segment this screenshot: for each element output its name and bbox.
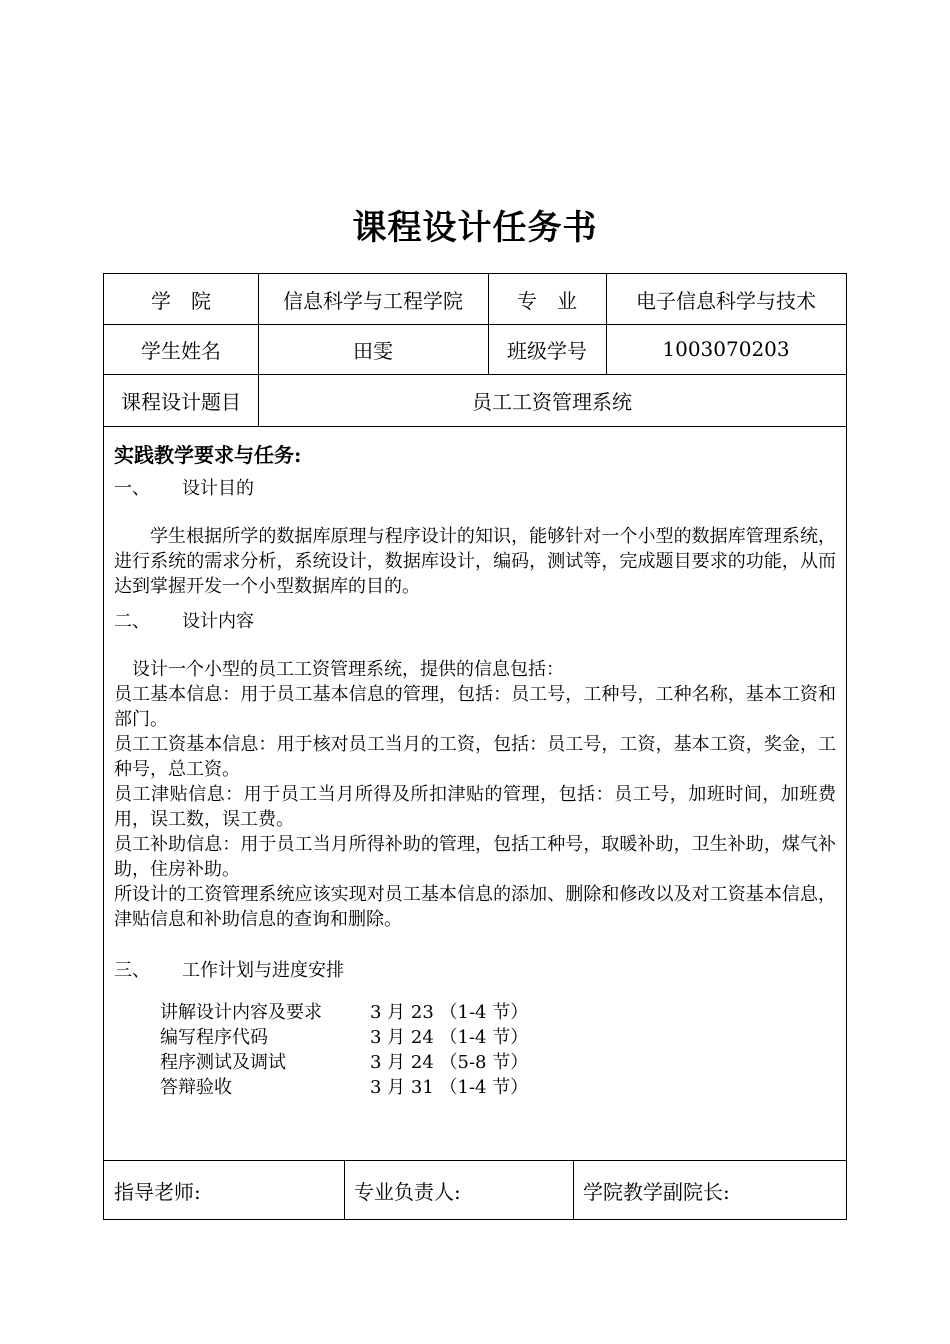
section-heading	[114, 607, 836, 637]
major-head-signature: 专业负责人:	[354, 1179, 461, 1204]
schedule-row	[160, 1025, 836, 1050]
section-title: 工作计划与进度安排	[182, 960, 344, 981]
advisor-signature: 指导老师:	[114, 1179, 201, 1204]
task-table	[103, 273, 847, 1220]
schedule-time: 3 月 23 （1-4 节）	[370, 1002, 529, 1023]
schedule-list	[160, 1000, 836, 1100]
section-number: 三、	[114, 960, 150, 981]
schedule-task: 程序测试及调试	[160, 1052, 286, 1073]
content-item: 员工补助信息：用于员工当月所得补助的管理，包括工种号，取暖补助，卫生补助，煤气补助，住房补助。	[114, 834, 836, 880]
purpose-text: 学生根据所学的数据库原理与程序设计的知识，能够针对一个小型的数据库管理系统，进行系统的需求分析，系统设计，数据库设计，编码，测试等，完成题目要求的功能，从而达到掌握开发一个小型数据库的目的。	[114, 526, 836, 597]
college-label: 学 院	[151, 288, 211, 313]
section-heading	[114, 474, 836, 504]
schedule-row	[160, 1075, 836, 1100]
vice-dean-signature: 学院教学副院长:	[583, 1179, 730, 1204]
major-label: 专 业	[517, 288, 577, 313]
content-item: 所设计的工资管理系统应该实现对员工基本信息的添加、删除和修改以及对工资基本信息，津贴信息和补助信息的查询和删除。	[114, 884, 836, 930]
content-item: 员工津贴信息：用于员工当月所得及所扣津贴的管理，包括：员工号，加班时间，加班费用，误工数，误工费。	[114, 784, 836, 830]
requirements-heading: 实践教学要求与任务:	[114, 443, 302, 467]
schedule-row	[160, 1000, 836, 1025]
section-title: 设计目的	[182, 478, 254, 499]
section-title: 设计内容	[182, 611, 254, 632]
college-value: 信息科学与工程学院	[283, 288, 463, 313]
content-item: 员工工资基本信息：用于核对员工当月的工资，包括：员工号，工资，基本工资，奖金，工种号，总工资。	[114, 734, 836, 780]
student-name-label: 学生姓名	[141, 338, 221, 363]
section-number: 一、	[114, 478, 150, 499]
content-item: 员工基本信息：用于员工基本信息的管理，包括：员工号，工种号，工种名称，基本工资和部门。	[114, 684, 836, 730]
major-value: 电子信息科学与技术	[636, 288, 816, 313]
schedule-row	[160, 1050, 836, 1075]
student-name-value: 田雯	[353, 338, 393, 363]
section-number: 二、	[114, 611, 150, 632]
section-heading	[114, 956, 836, 986]
topic-value: 员工工资管理系统	[472, 389, 632, 414]
class-id-label: 班级学号	[507, 338, 587, 363]
page-title: 课程设计任务书	[352, 208, 598, 248]
schedule-time: 3 月 31 （1-4 节）	[370, 1077, 529, 1098]
schedule-time: 3 月 24 （5-8 节）	[370, 1052, 529, 1073]
schedule-time: 3 月 24 （1-4 节）	[370, 1027, 529, 1048]
task-content	[104, 426, 846, 1100]
topic-label: 课程设计题目	[121, 389, 241, 414]
content-intro: 设计一个小型的员工工资管理系统，提供的信息包括：	[132, 659, 564, 680]
schedule-task: 答辩验收	[160, 1077, 232, 1098]
class-id-value: 1003070203	[662, 337, 790, 361]
schedule-task: 编写程序代码	[160, 1027, 268, 1048]
schedule-task: 讲解设计内容及要求	[160, 1002, 322, 1023]
